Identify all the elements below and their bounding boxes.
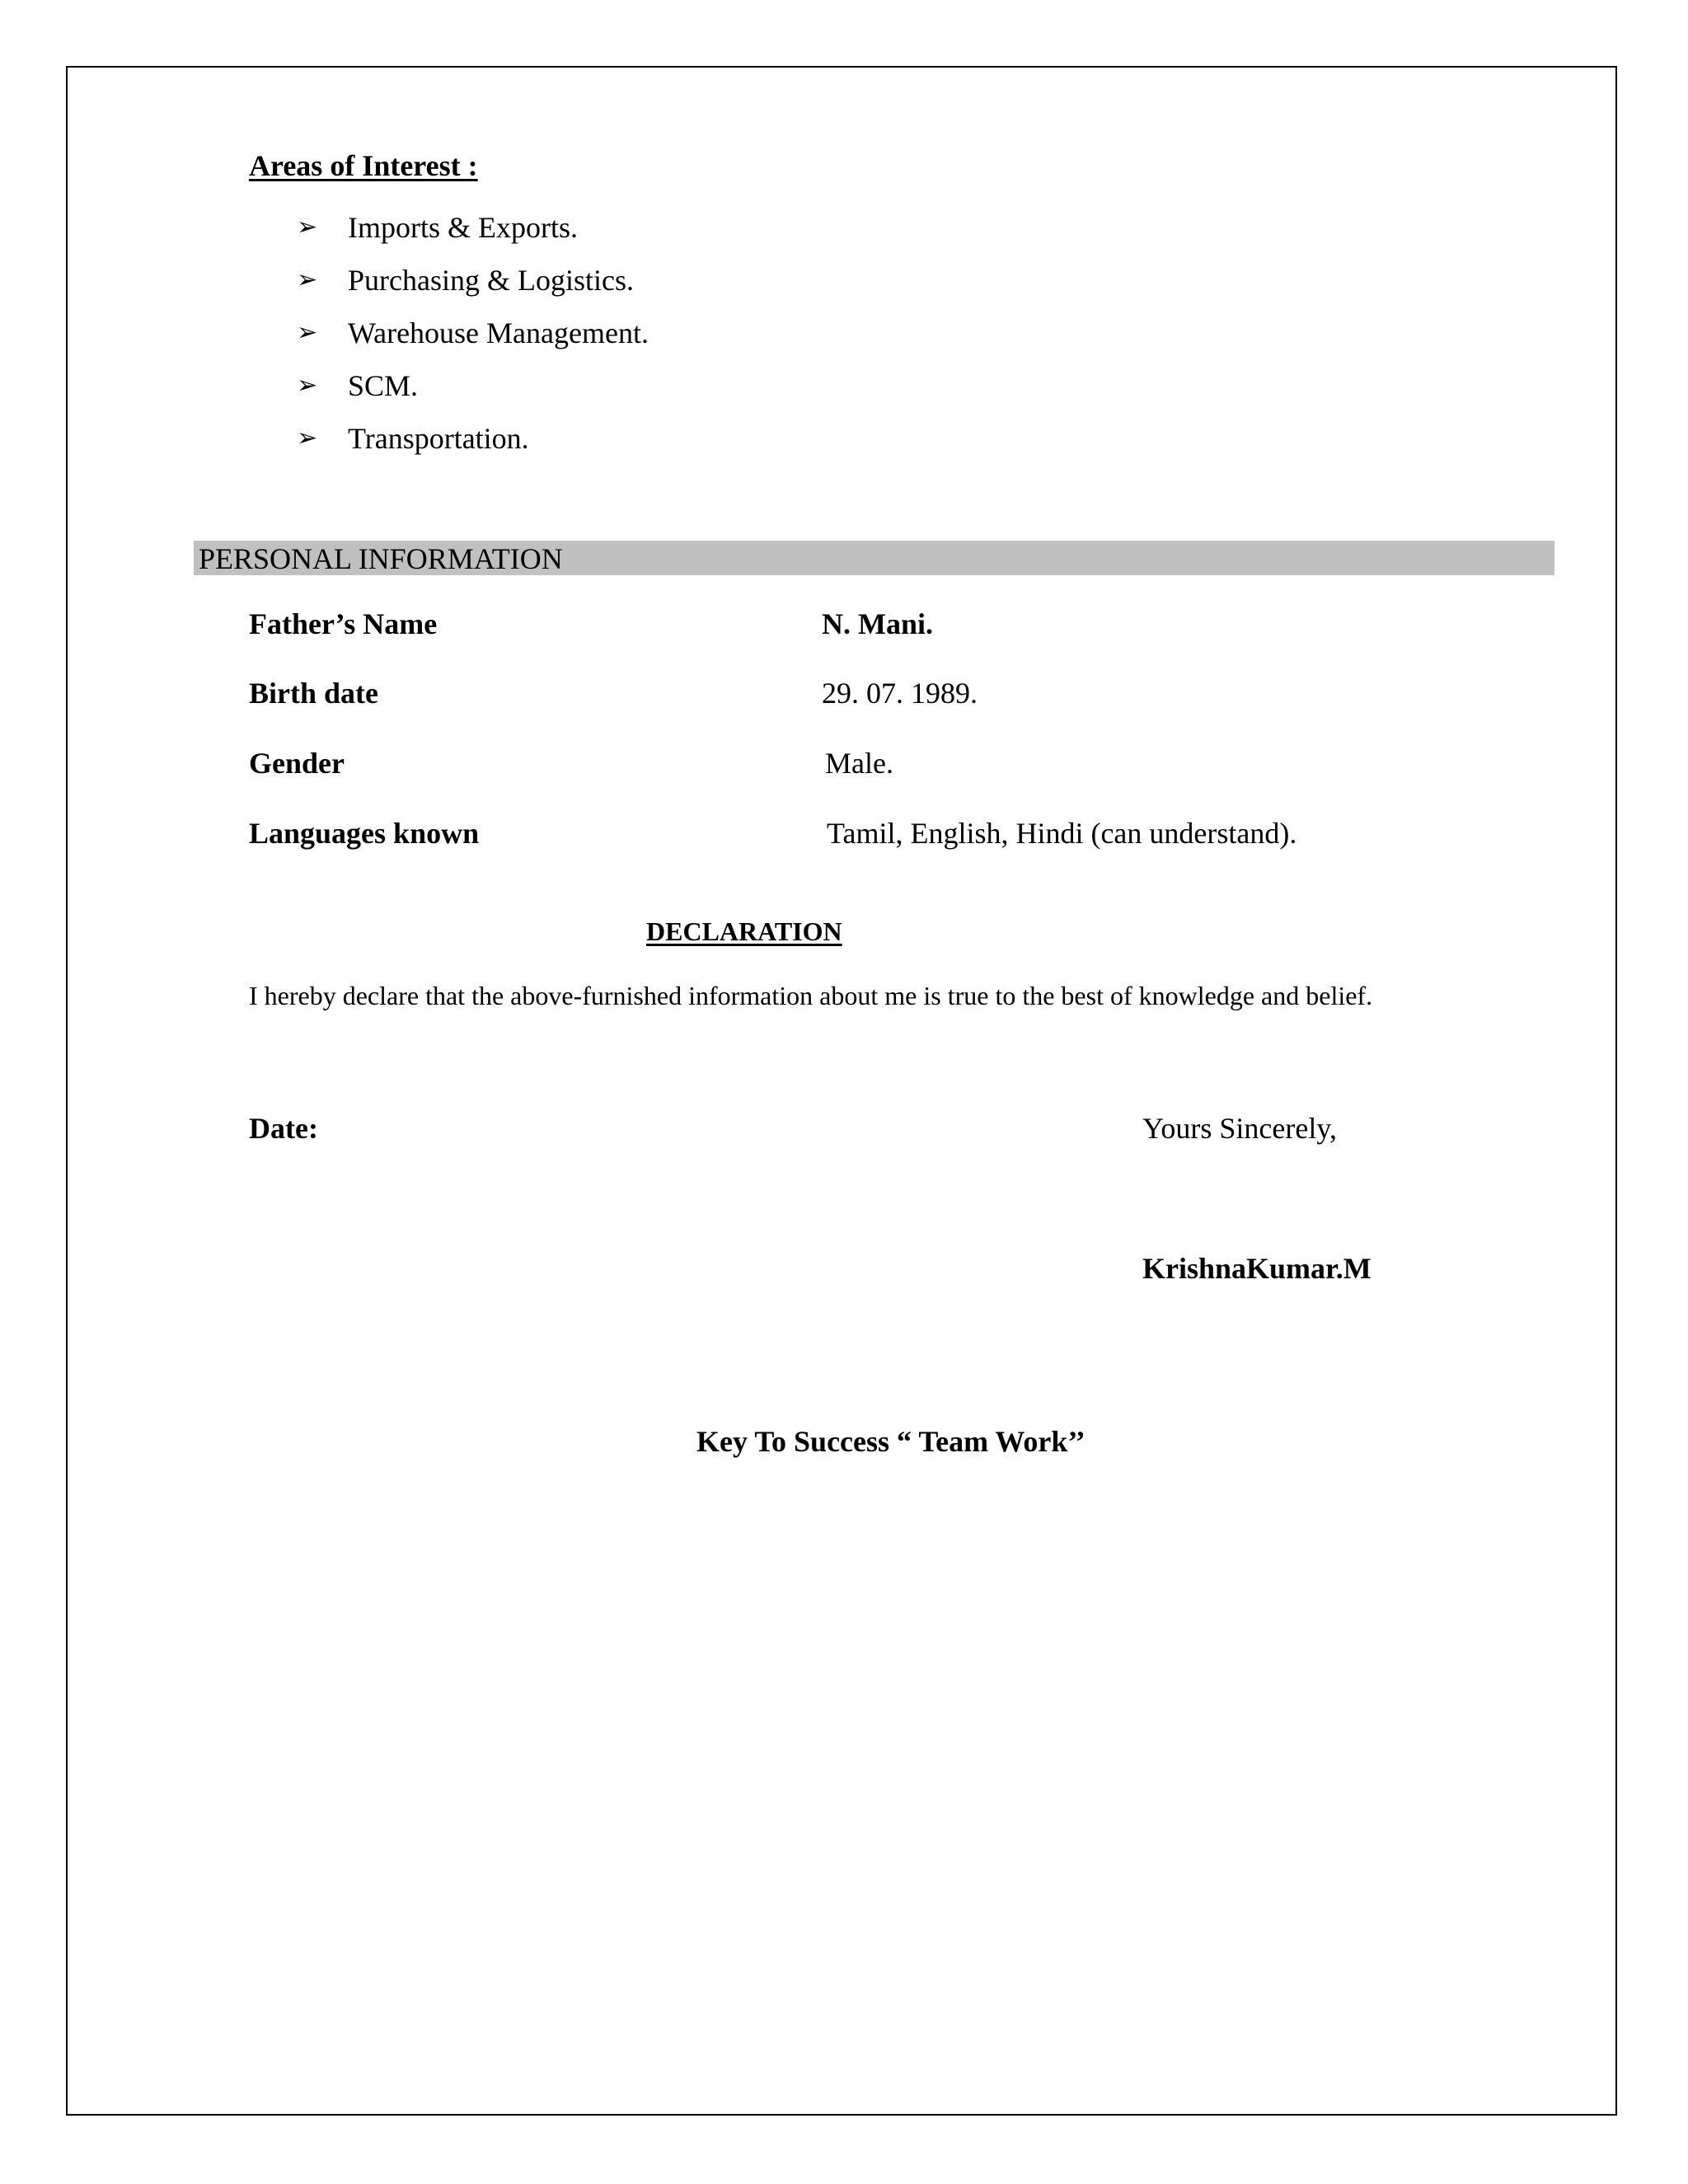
fathers-name-label: Father’s Name [249, 607, 438, 640]
closing-salutation: Yours Sincerely, [1142, 1112, 1338, 1145]
interest-text: Purchasing & Logistics. [348, 264, 634, 297]
declaration-title: DECLARATION [646, 916, 842, 946]
interest-text: SCM. [348, 369, 419, 402]
interest-text: Transportation. [348, 422, 529, 455]
interest-text: Imports & Exports. [348, 211, 578, 244]
arrowhead-bullet-icon: ➢ [297, 318, 318, 347]
arrowhead-bullet-icon: ➢ [297, 213, 318, 241]
areas-of-interest-heading: Areas of Interest : [249, 149, 478, 182]
gender-value: Male. [825, 747, 893, 780]
signature-name: KrishnaKumar.M [1142, 1252, 1372, 1285]
motto: Key To Success “ Team Work’’ [696, 1425, 1085, 1458]
gender-label: Gender [249, 747, 345, 780]
personal-information-section-bar [194, 541, 1554, 575]
list-item [297, 420, 649, 473]
languages-known-label: Languages known [249, 817, 480, 850]
interest-text: Warehouse Management. [348, 316, 649, 349]
arrowhead-bullet-icon: ➢ [297, 424, 318, 452]
fathers-name-value: N. Mani. [822, 607, 933, 640]
list-item [297, 368, 649, 420]
areas-of-interest-list [297, 209, 649, 473]
list-item [297, 262, 649, 315]
arrowhead-bullet-icon: ➢ [297, 371, 318, 400]
list-item [297, 315, 649, 368]
declaration-text: I hereby declare that the above-furnished information about me is true to the best of knowledge and belief. [249, 981, 1373, 1010]
date-label: Date: [249, 1112, 318, 1145]
birth-date-value: 29. 07. 1989. [822, 677, 978, 710]
list-item [297, 209, 649, 262]
arrowhead-bullet-icon: ➢ [297, 265, 318, 294]
personal-information-title: PERSONAL INFORMATION [199, 542, 563, 575]
birth-date-label: Birth date [249, 677, 378, 710]
languages-known-value: Tamil, English, Hindi (can understand). [827, 817, 1297, 850]
